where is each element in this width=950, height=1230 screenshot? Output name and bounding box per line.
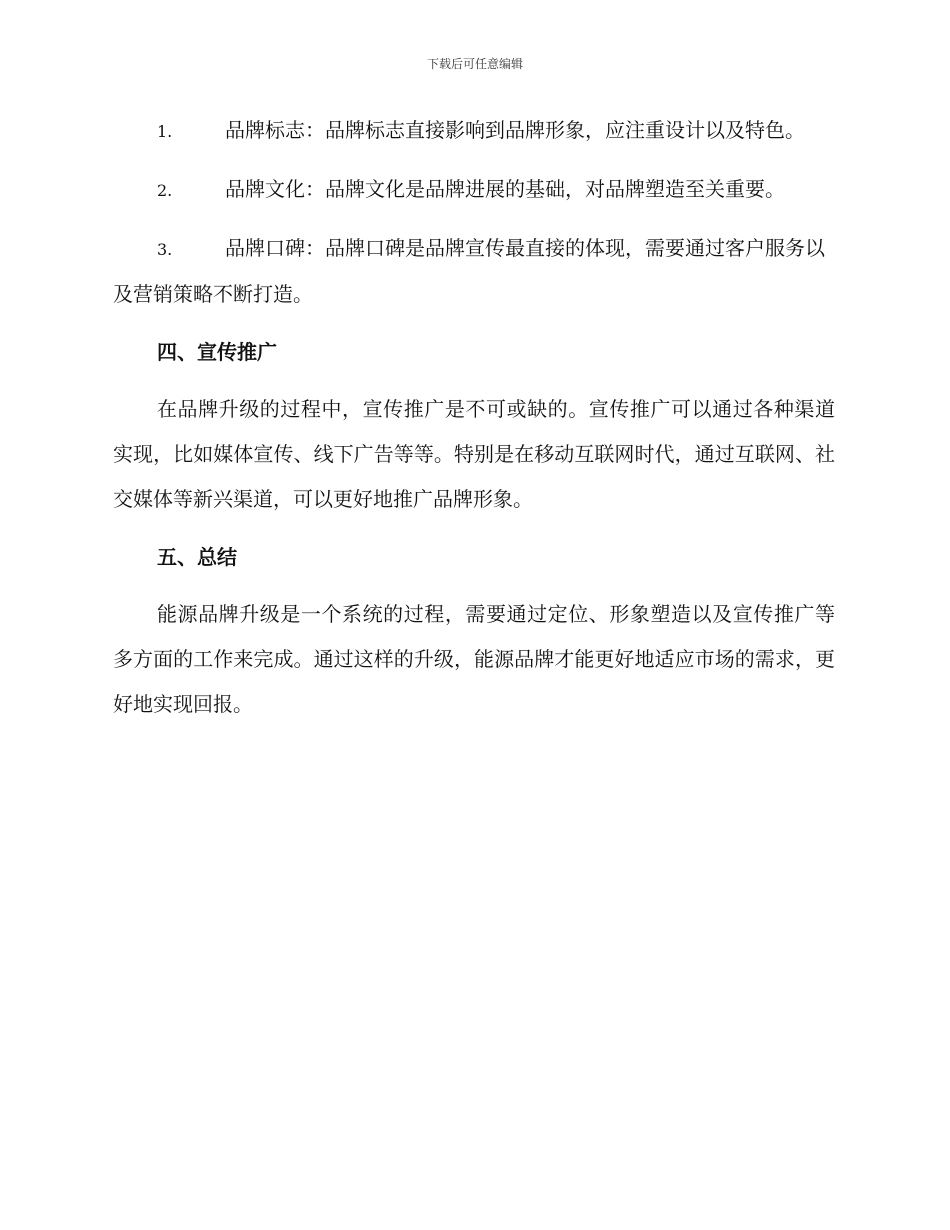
list-number: 2. xyxy=(157,181,173,200)
list-text: 品牌标志：品牌标志直接影响到品牌形象，应注重设计以及特色。 xyxy=(225,118,805,142)
list-number: 3. xyxy=(157,240,173,259)
section-heading-summary: 五、总结 xyxy=(157,545,237,569)
list-text: 品牌文化：品牌文化是品牌进展的基础，对品牌塑造至关重要。 xyxy=(225,177,785,201)
section-paragraph-summary: 能源品牌升级是一个系统的过程，需要通过定位、形象塑造以及宣传推广等多方面的工作来完成。通过这样的升级，能源品牌才能更好地适应市场的需求，更好地实现回报。 xyxy=(113,602,835,716)
list-item xyxy=(113,108,835,154)
list-item xyxy=(113,226,835,317)
header-note: 下载后可任意编辑 xyxy=(426,57,523,71)
document-body xyxy=(113,108,835,740)
list-number: 1. xyxy=(157,122,173,141)
section-heading-publicity: 四、宣传推广 xyxy=(157,340,277,364)
section-paragraph-publicity: 在品牌升级的过程中，宣传推广是不可或缺的。宣传推广可以通过各种渠道实现，比如媒体宣传、线下广告等等。特别是在移动互联网时代，通过互联网、社交媒体等新兴渠道，可以更好地推广品牌形象。 xyxy=(113,397,835,511)
list-text: 品牌口碑：品牌口碑是品牌宣传最直接的体现，需要通过客户服务以及营销策略不断打造。 xyxy=(113,236,825,306)
list-item xyxy=(113,167,835,213)
